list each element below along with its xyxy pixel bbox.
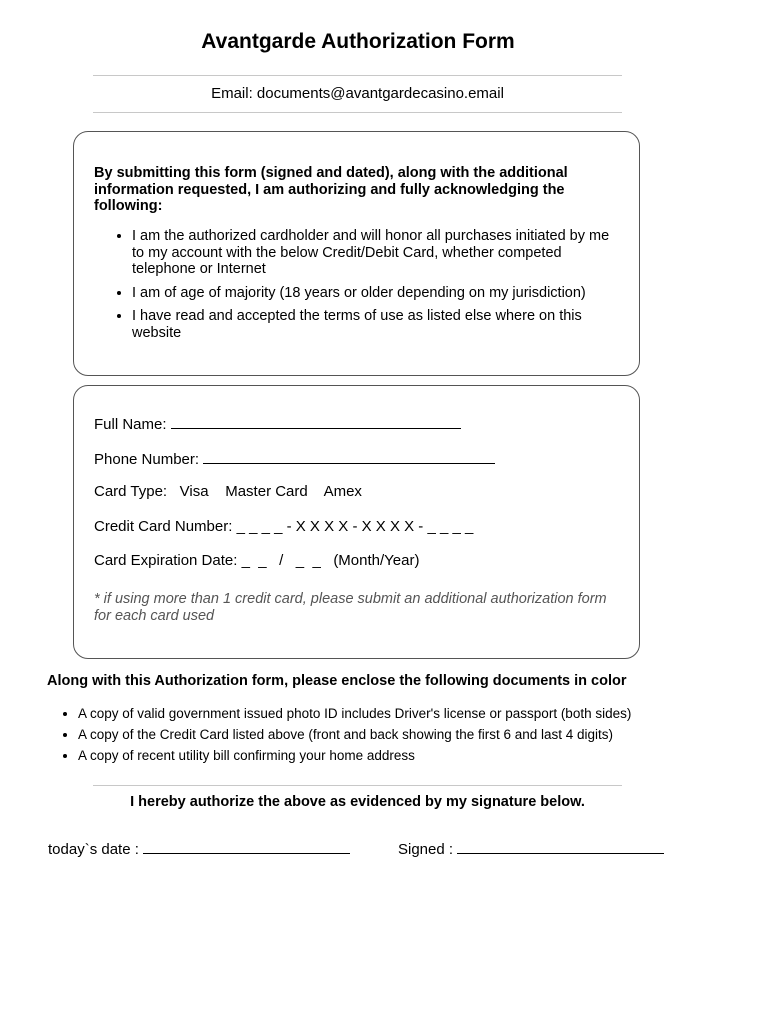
date-field[interactable] [143,839,350,854]
expiration-hint: (Month/Year) [333,552,420,569]
card-type-mastercard[interactable]: Master Card [225,483,308,500]
card-type-label: Card Type: [94,483,168,500]
signed-label: Signed : [398,841,454,858]
acknowledgement-list [94,228,619,348]
acknowledgement-item: • I have read and accepted the terms of use as listed else where on this website [132,308,619,341]
enclose-heading: Along with this Authorization form, please enclose the following documents in color [47,673,627,689]
acknowledgement-item: • I am of age of majority (18 years or older depending on my jurisdiction) [132,285,619,302]
card-number-field[interactable]: _ _ _ _ - X X X X - X X X X - _ _ _ _ [236,518,474,535]
cardholder-form-box [73,385,640,659]
phone-field[interactable] [203,449,495,464]
expiration-field[interactable]: _ _ / _ _ [241,552,321,569]
acknowledgement-item: • I am the authorized cardholder and will honor all purchases initiated by me to my account with the below Credit/Debit Card, whether competed telephone or Internet [132,228,619,278]
top-divider [93,75,622,76]
required-document-item: • A copy of the Credit Card listed above (front and back showing the first 6 and last 4 digits) [78,724,631,745]
acknowledgement-box [73,131,640,376]
signature-field[interactable] [457,839,664,854]
full-name-field[interactable] [171,414,461,429]
required-document-item: • A copy of valid government issued photo ID includes Driver's license or passport (both sides) [78,703,631,724]
card-number-label: Credit Card Number: [94,518,233,535]
required-documents-list [47,703,631,766]
multiple-cards-note: * if using more than 1 credit card, please submit an additional authorization form for each card used [94,591,607,624]
date-label: today`s date : [48,841,139,858]
card-type-row [94,483,362,500]
signed-row [398,839,664,858]
authorize-statement: I hereby authorize the above as evidenced by my signature below. [130,794,585,810]
full-name-row [94,414,461,433]
form-title: Avantgarde Authorization Form [201,30,515,53]
phone-row [94,449,495,468]
date-row [48,839,350,858]
email-divider [93,112,622,113]
phone-label: Phone Number: [94,451,200,468]
card-number-row [94,518,473,535]
email-line: Email: documents@avantgardecasino.email [211,85,504,102]
full-name-label: Full Name: [94,416,167,433]
expiration-row [94,552,419,569]
required-document-item: • A copy of recent utility bill confirming your home address [78,745,631,766]
acknowledgement-intro: By submitting this form (signed and dated), along with the additional information requested, I am authorizing and fully acknowledging the following: [94,165,568,214]
expiration-label: Card Expiration Date: [94,552,238,569]
signature-divider [93,785,622,786]
card-type-amex[interactable]: Amex [323,483,362,500]
card-type-visa[interactable]: Visa [179,483,209,500]
